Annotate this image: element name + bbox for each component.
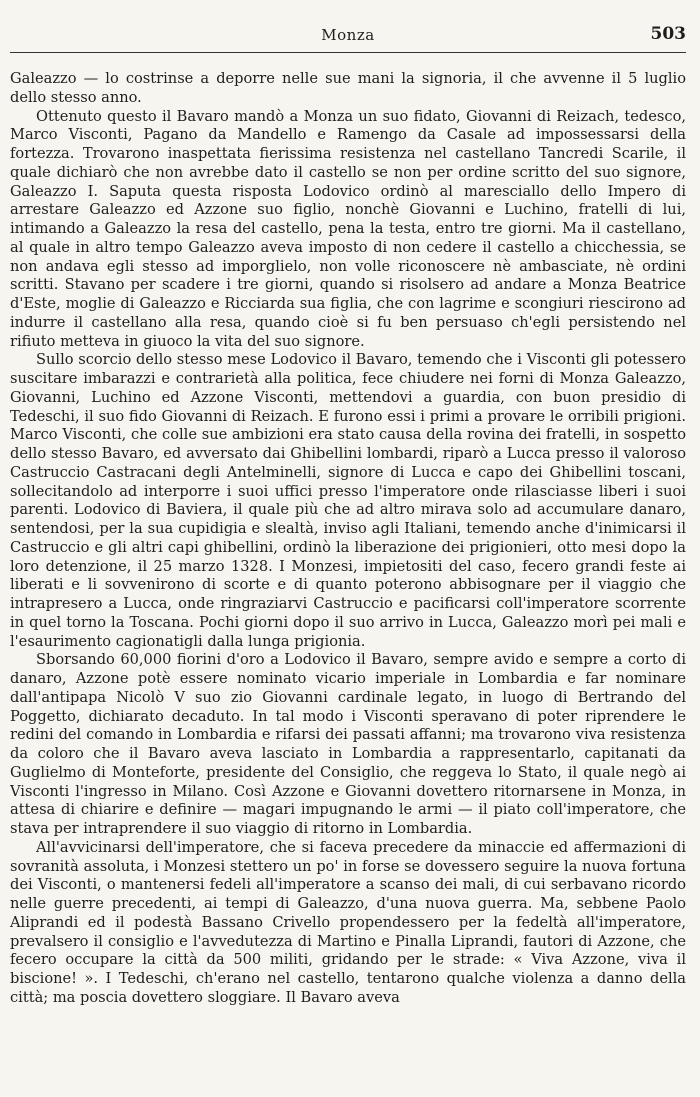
body-text (10, 70, 686, 1008)
paragraph-continued: Galeazzo — lo costrinse a deporre nelle sue mani la signoria, il che avvenne il 5 luglio dello stesso anno. (10, 70, 686, 106)
page-header (10, 18, 686, 44)
paragraph: Sborsando 60,000 fiorini d'oro a Lodovico il Bavaro, sempre avido e sempre a corto di danaro, Azzone potè essere nominato vicario imperiale in Lombardia e far nominare dall'antipapa Nicolò V suo zio Giovanni cardinale legato, in luogo di Bertrando del Poggetto, dichiarato decaduto. In tal modo i Visconti speravano di poter riprendere le redini del comando in Lombardia e rifarsi dei passati affanni; ma trovarono viva resistenza da coloro che il Bavaro aveva lasciato in Lombardia a rappresentarlo, capitanati da Guglielmo di Monteforte, presidente del Consiglio, che reggeva lo Stato, il quale negò ai Visconti l'ingresso in Milano. Così Azzone e Giovanni dovettero ritornarsene in Monza, in attesa di chiarire e definire — magari impugnando le armi — il piato coll'imperatore, che stava per intraprendere il suo viaggio di ritorno in Lombardia. (10, 651, 686, 837)
paragraph: All'avvicinarsi dell'imperatore, che si faceva precedere da minaccie ed affermazioni di sovranità assoluta, i Monzesi stettero un po' in forse se dovessero seguire la nuova fortuna dei Visconti, o mantenersi fedeli all'imperatore a scanso dei mali, di cui serbavano ricordo nelle guerre precedenti, ai tempi di Galeazzo, d'una nuova guerra. Ma, sebbene Paolo Aliprandi ed il podestà Bassano Crivello propendessero per la fedeltà all'imperatore, prevalsero il consiglio e l'avvedutezza di Martino e Pinalla Liprandi, fautori di Azzone, che fecero occupare la città da 500 militi, gridando per le strade: « Viva Azzone, viva il biscione! ». I Tedeschi, ch'erano nel castello, tentarono qualche violenza a danno della città; ma poscia dovettero sloggiare. Il Bavaro aveva (10, 838, 686, 1006)
paragraph: Sullo scorcio dello stesso mese Lodovico il Bavaro, temendo che i Visconti gli potessero suscitare imbarazzi e contrarietà alla politica, fece chiudere nei forni di Monza Galeazzo, Giovanni, Luchino ed Azzone Visconti, mettendovi a guardia, con buon presidio di Tedeschi, il suo fido Giovanni di Reizach. E furono essi i primi a provare le orribili prigioni. Marco Visconti, che colle sue ambizioni era stato causa della rovina dei fratelli, in sospetto dello stesso Bavaro, ed avversato dai Ghibellini lombardi, riparò a Lucca presso il valoroso Castruccio Castracani degli Antelminelli, signore di Lucca e capo dei Ghibellini toscani, sollecitandolo ad interporre i suoi uffici presso l'imperatore onde rilasciasse liberi i suoi parenti. Lodovico di Baviera, il quale più che ad altro mirava solo ad accumulare danaro, sentendosi, per la sua cupidigia e slealtà, inviso agli Italiani, temendo anche d'inimicarsi il Castruccio e gli altri capi ghibellini, ordinò la liberazione dei prigionieri, otto mesi dopo la loro detenzione, il 25 marzo 1328. I Monzesi, impietositi del caso, fecero grandi feste ai liberati e li sovvenirono di scorte e di quanto poterono abbisognare per il viaggio che intrapresero a Lucca, onde ringraziarvi Castruccio e pacificarsi coll'imperatore scorrente in quel torno la Toscana. Pochi giorni dopo il suo arrivo in Lucca, Galeazzo morì pei mali e l'esaurimento cagionatigli dalla lunga prigionia. (10, 351, 686, 650)
page-number: 503 (650, 24, 686, 44)
paragraph: Ottenuto questo il Bavaro mandò a Monza un suo fidato, Giovanni di Reizach, tedesco, Marco Visconti, Pagano da Mandello e Ramengo da Casale ad impossessarsi della fortezza. Trovarono inaspettata fierissima resistenza nel castellano Tancredi Scarile, il quale dichiarò che non avrebbe dato il castello se non per ordine scritto del suo signore, Galeazzo I. Saputa questa risposta Lodovico ordinò al maresciallo dello Impero di arrestare Galeazzo ed Azzone suo figlio, nonchè Giovanni e Luchino, fratelli di lui, intimando a Galeazzo la resa del castello, pena la testa, entro tre giorni. Ma il castellano, al quale in altro tempo Galeazzo aveva imposto di non cedere il castello a chicchessia, se non andava egli stesso ad imporglielo, non volle riconoscere nè ambasciate, nè ordini scritti. Stavano per scadere i tre giorni, quando si risolsero ad andare a Monza Beatrice d'Este, moglie di Galeazzo e Ricciarda sua figlia, che con lagrime e scongiuri riescirono ad indurre il castellano alla resa, quando cioè si fu ben persuaso ch'egli persistendo nel rifiuto metteva in giuoco la vita del suo signore. (10, 107, 686, 350)
running-title: Monza (321, 26, 375, 44)
header-rule (10, 52, 686, 53)
